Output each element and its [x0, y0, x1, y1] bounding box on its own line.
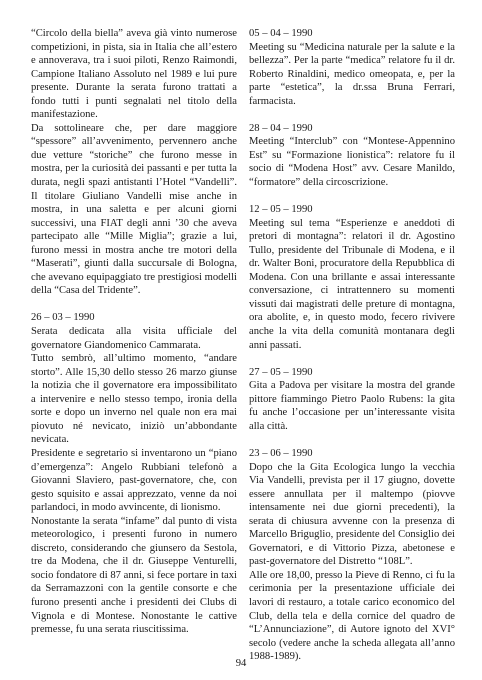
entry-date: 12 – 05 – 1990	[249, 204, 313, 216]
diary-entry	[249, 366, 455, 434]
entry-paragraph: Meeting su “Medicina naturale per la salute e la bellezza”. Per la parte “medica” relatore fu il dr. Roberto Rinaldini, medico omeopata, e, per la parte “estetica”, la dr.ssa Bruna Ferrari, farmacista.	[249, 41, 455, 107]
entry-paragraph: Dopo che la Gita Ecologica lungo la vecchia Via Vandelli, prevista per il 17 giugno, dovette essere annullata per il maltempo (piovve intensamente nei due giorni precedenti), la serata di chiusura avvenne con la presenza di Marcello Briguglio, presidente del Consiglio dei Governatori, e di Vittorio Pizza, abetonese e past-governatore del Distretto “108L”.	[249, 461, 455, 568]
intro-paragraph: “Circolo della biella” aveva già vinto numerose competizioni, in pista, sia in Italia che all’estero e annoverava, tra i suoi piloti, Renzo Raimondi, Campione Italiano Assoluto nel 1989 e lui pure presente. Durante la serata furono trattati a fondo tutti i punti segnalati nel titolo della manifestazione.	[31, 28, 237, 121]
entry-paragraph: Alle ore 18,00, presso la Pieve di Renno, ci fu la cerimonia per la presentazione ufficiale dei lavori di restauro, a totale carico economico del Club, della tela e della cornice del quadro de “L’Annunciazione”, di Autore ignoto del XVI° secolo (vedere anche la scheda allegata all’anno 1988-1989).	[249, 569, 455, 663]
spacer	[31, 298, 237, 312]
entry-paragraph: Meeting sul tema “Esperienze e aneddoti di pretori di montagna”: relatori il dr. Agostino Tullo, presidente del Tribunale di Modena, e il dr. Walter Boni, procuratore della Repubblica di Modena. Con una brillante e assai interessante conversazione, ci intrattennero su momenti vissuti dai magistrati delle preture di montagna, ora abolite, e, in questo modo, fecero rivivere anche la vita della comunità montanara degli anni passati.	[249, 217, 455, 351]
diary-entry	[249, 27, 455, 108]
entry-date: 26 – 03 – 1990	[31, 312, 95, 324]
entry-paragraph: Nonostante la serata “infame” dal punto di vista meteorologico, i presenti furono in numero discreto, considerando che giunsero da Sestola, tre da Modena, che il dr. Giuseppe Venturelli, socio fondatore di 87 anni, si fece portare in taxi da Serramazzoni con la gentile consorte e che furono presenti anche i presidenti dei Clubs di Vignola e di Montese. Nonostante le cattive premesse, fu una serata riuscitissima.	[31, 515, 237, 636]
diary-entry	[31, 311, 237, 636]
entry-paragraph: Tutto sembrò, all’ultimo momento, “andare storto”. Alle 15,30 dello stesso 26 marzo giunse la notizia che il governatore era impossibilitato a intervenire e nello stesso tempo, ironia della sorte e dopo un inverno nel quale non era mai piovuto né nevicato, iniziò un’abbondante nevicata.	[31, 353, 237, 446]
entry-date: 23 – 06 – 1990	[249, 447, 313, 459]
entry-paragraph: Presidente e segretario si inventarono un “piano d’emergenza”: Angelo Rubbiani telefonò a Giovanni Slaviero, past-governatore, che, con gesto squisito e assai apprezzato, venne da noi parlandoci, in modo avvincente, di lionismo.	[31, 447, 237, 514]
diary-entry	[249, 203, 455, 352]
entry-paragraph: Serata dedicata alla visita ufficiale del governatore Giandomenico Cammarata.	[31, 326, 237, 351]
entry-date: 28 – 04 – 1990	[249, 122, 313, 134]
entry-date: 27 – 05 – 1990	[249, 366, 313, 378]
entry-date: 05 – 04 – 1990	[249, 28, 313, 39]
diary-entry	[249, 122, 455, 190]
diary-entry	[249, 447, 455, 664]
entry-paragraph: Gita a Padova per visitare la mostra del grande pittore fiammingo Pietro Paolo Rubens: la gita fu anche l’occasione per un’interessante visita alla città.	[249, 380, 455, 432]
entry-paragraph: Meeting “Interclub” con “Montese-Appennino Est” su “Formazione lionistica”: relatore fu il socio di “Modena Host” avv. Cesare Manildo, “formatore” della circoscrizione.	[249, 136, 455, 189]
intro-paragraph: Da sottolineare che, per dare maggiore “spessore” all’avvenimento, pervennero anche due vetture “storiche” che furono messe in mostra, per la curiosità dei passanti e per tutta la durata, negli spazi antistanti l’Hotel “Vandelli”. Il titolare Giuliano Vandelli mise anche in mostra, in una saletta e per alcuni giorni successivi, una FIAT degli anni ’30 che aveva partecipato alle “Mille Miglia”; grazie a lui, furono messi in mostra anche tre motori della “Maserati”, giunti dalla succursale di Bologna, che avevano equipaggiato tre prestigiosi modelli della “Casa del Tridente”.	[31, 122, 237, 297]
right-column	[249, 27, 455, 677]
page-number: 94	[235, 658, 247, 669]
left-column	[31, 27, 237, 650]
